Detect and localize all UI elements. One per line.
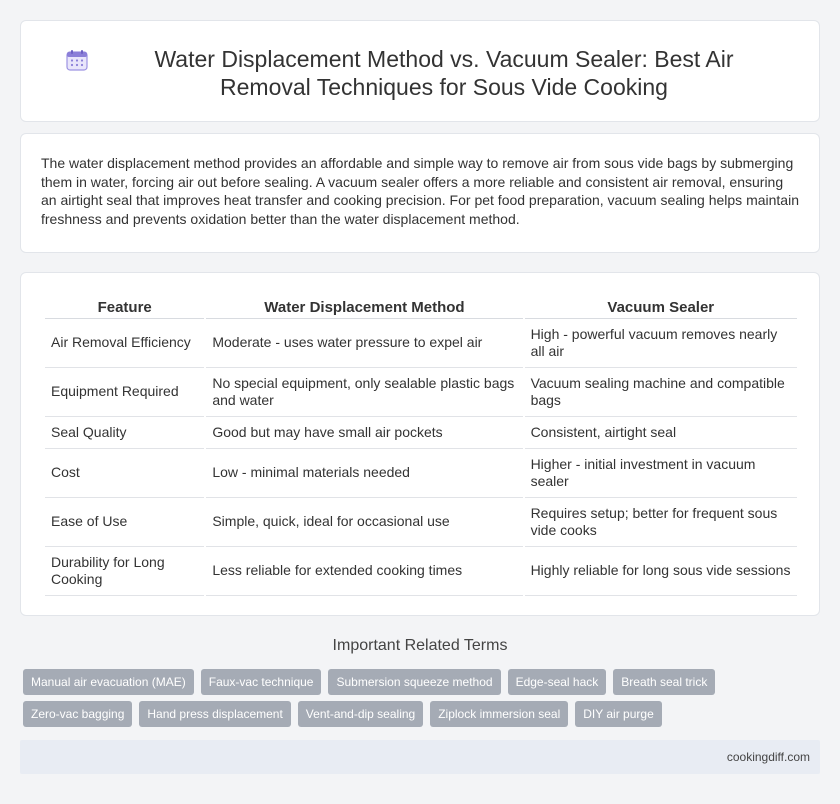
row-water-value: Less reliable for extended cooking times — [206, 547, 522, 596]
table-row — [45, 498, 797, 547]
intro-card — [20, 133, 820, 253]
row-vacuum-value: Vacuum sealing machine and compatible bags — [525, 368, 797, 417]
table-row — [45, 547, 797, 596]
row-feature: Cost — [45, 449, 204, 498]
table-header-row — [45, 297, 797, 319]
title-wrap — [21, 45, 819, 101]
tag-vent-and-dip-sealing[interactable]: Vent-and-dip sealing — [298, 701, 423, 727]
row-feature: Air Removal Efficiency — [45, 319, 204, 368]
row-water-value: Moderate - uses water pressure to expel air — [206, 319, 522, 368]
tag-faux-vac-technique[interactable]: Faux-vac technique — [201, 669, 322, 695]
comparison-card — [20, 272, 820, 616]
tag-ziplock-immersion-seal[interactable]: Ziplock immersion seal — [430, 701, 568, 727]
tag-submersion-squeeze-method[interactable]: Submersion squeeze method — [328, 669, 500, 695]
header-feature: Feature — [45, 297, 204, 319]
header-vacuum-sealer: Vacuum Sealer — [525, 297, 797, 319]
tag-zero-vac-bagging[interactable]: Zero-vac bagging — [23, 701, 132, 727]
intro-paragraph: The water displacement method provides an affordable and simple way to remove air from sous vide bags by submerging them in water, forcing air out before sealing. A vacuum sealer offers a more reliable and consistent air removal, ensuring an airtight seal that improves heat transfer and cooking precision. For pet food preparation, vacuum sealing helps maintain freshness and prevents oxidation better than the water displacement method. — [41, 155, 799, 227]
row-vacuum-value: Highly reliable for long sous vide sessions — [525, 547, 797, 596]
row-feature: Durability for Long Cooking — [45, 547, 204, 596]
row-vacuum-value: High - powerful vacuum removes nearly all air — [525, 319, 797, 368]
table-row — [45, 319, 797, 368]
tag-diy-air-purge[interactable]: DIY air purge — [575, 701, 661, 727]
header-card — [20, 20, 820, 122]
row-vacuum-value: Requires setup; better for frequent sous vide cooks — [525, 498, 797, 547]
row-water-value: Low - minimal materials needed — [206, 449, 522, 498]
header-water-displacement: Water Displacement Method — [206, 297, 522, 319]
footer-domain[interactable]: cookingdiff.com — [726, 750, 810, 764]
row-vacuum-value: Higher - initial investment in vacuum sealer — [525, 449, 797, 498]
row-water-value: No special equipment, only sealable plastic bags and water — [206, 368, 522, 417]
row-feature: Equipment Required — [45, 368, 204, 417]
tag-breath-seal-trick[interactable]: Breath seal trick — [613, 669, 715, 695]
row-vacuum-value: Consistent, airtight seal — [525, 417, 797, 449]
row-feature: Seal Quality — [45, 417, 204, 449]
footer — [20, 740, 820, 774]
row-feature: Ease of Use — [45, 498, 204, 547]
comparison-table — [43, 297, 799, 596]
tag-hand-press-displacement[interactable]: Hand press displacement — [139, 701, 290, 727]
tag-manual-air-evacuation[interactable]: Manual air evacuation (MAE) — [23, 669, 194, 695]
table-row — [45, 368, 797, 417]
row-water-value: Simple, quick, ideal for occasional use — [206, 498, 522, 547]
row-water-value: Good but may have small air pockets — [206, 417, 522, 449]
table-row — [45, 417, 797, 449]
related-terms-tags — [23, 669, 823, 727]
calendar-icon — [66, 49, 88, 71]
related-terms-heading: Important Related Terms — [332, 637, 508, 654]
tag-edge-seal-hack[interactable]: Edge-seal hack — [508, 669, 607, 695]
page-title: Water Displacement Method vs. Vacuum Sealer: Best Air Removal Techniques for Sous Vide Cooking — [154, 46, 734, 100]
table-row — [45, 449, 797, 498]
